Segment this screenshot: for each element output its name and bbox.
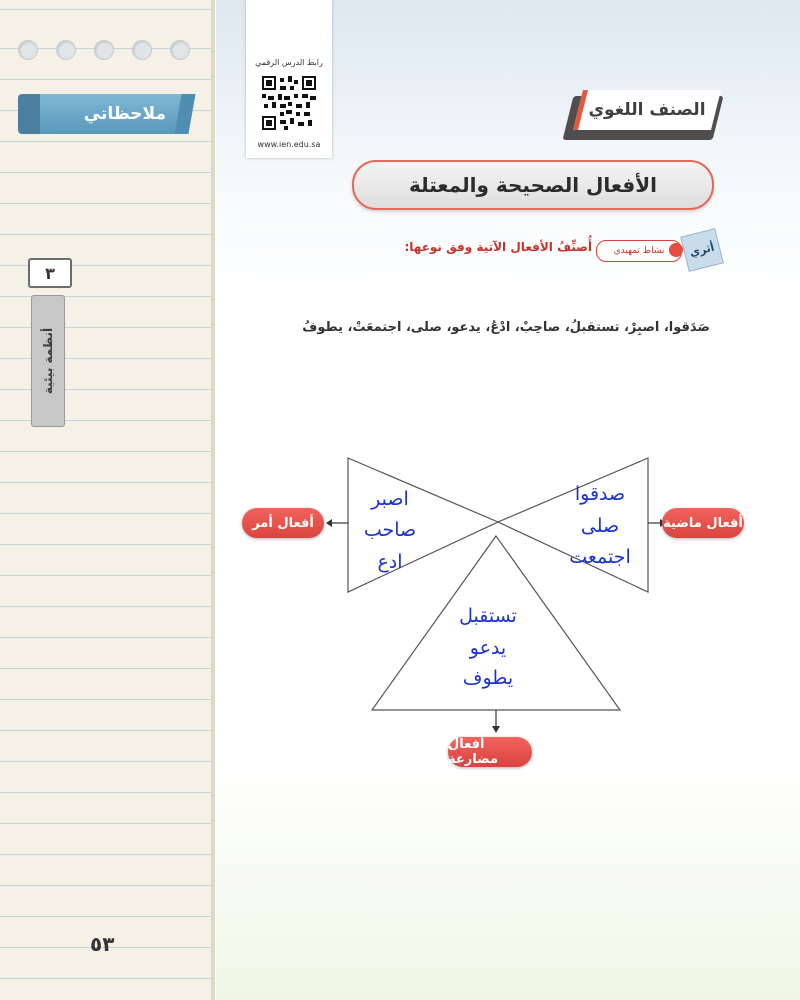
activity-instruction: أُصنِّفُ الأفعال الآتية وفق نوعها: [404, 240, 592, 254]
category-past-verbs: أفعال ماضية [662, 508, 744, 538]
center-term: تستقبل [459, 605, 517, 627]
left-term: ادع [377, 551, 403, 573]
arrow-down-head [492, 726, 500, 733]
right-term: صدقوا [574, 483, 626, 505]
unit-title: أنظمة بيئية [41, 327, 55, 395]
activity-badge-label: أثري [688, 240, 716, 260]
category-imperative-verbs: أفعال أمر [242, 508, 324, 538]
qr-url: www.ien.edu.sa [257, 140, 321, 149]
activity-pill-label: نشاط تمهيدي [613, 246, 665, 256]
center-term: يطوف [462, 667, 514, 689]
notes-tab-label: ملاحظاتي [83, 104, 166, 124]
right-term: اجتمعت [569, 546, 631, 568]
page-number: ٥٣ [90, 932, 115, 956]
unit-number: ٣ [28, 258, 72, 288]
left-term: اصبر [371, 488, 409, 510]
lesson-title: الأفعال الصحيحة والمعتلة [408, 173, 658, 197]
left-term: صاحب [363, 519, 417, 541]
category-banner-label: الصنف اللغوي [588, 100, 706, 120]
right-term: صلى [580, 515, 620, 537]
category-present-verbs: أفعال مضارعة [448, 737, 532, 767]
center-term: يدعو [469, 637, 507, 659]
verbs-line: صَدَقوا، اصبِرْ، تستقبلُ، صاحِبْ، ادْعُ، يدعو، صلى، اجتمعَتْ، يطوفُ [302, 320, 710, 335]
qr-title: رابط الدرس الرقمي [255, 58, 323, 67]
arrow-left-head [326, 519, 332, 527]
